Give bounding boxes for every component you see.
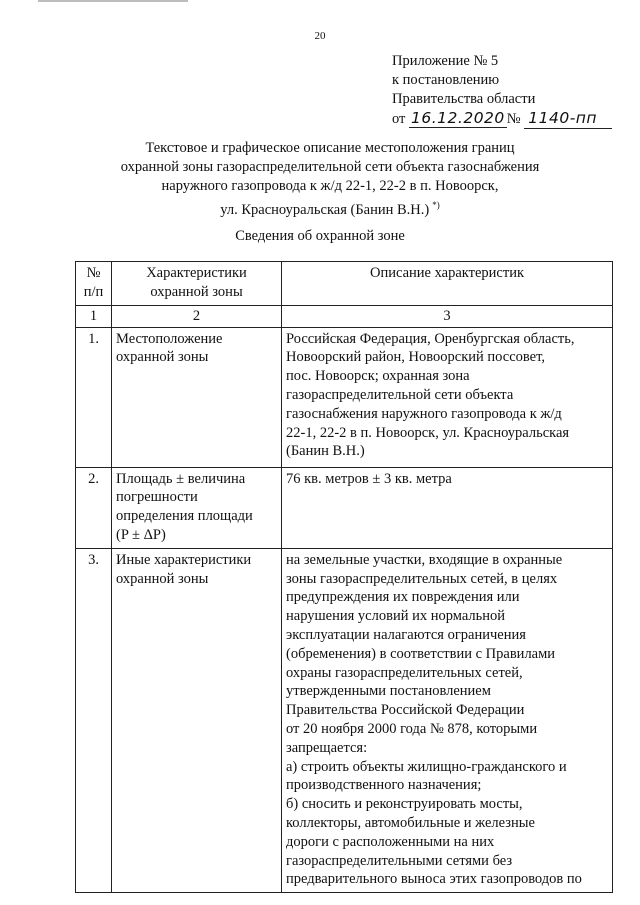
column-number: 3 — [282, 305, 613, 327]
desc-line: охраны газораспределительных сетей, — [286, 664, 523, 681]
footnote-mark: *) — [432, 200, 440, 210]
desc-line: Российская Федерация, Оренбургская область, — [286, 330, 575, 347]
header-text: п/п — [83, 283, 104, 300]
title-line: ул. Красноуральская (Банин В.Н.) — [220, 202, 430, 218]
desc-line: Новоорский район, Новоорский поссовет, — [286, 349, 545, 366]
desc-line: предварительного выноса этих газопроводов по — [286, 871, 582, 888]
desc-line: коллекторы, автомобильные и железные — [286, 814, 535, 831]
column-number-row — [76, 305, 613, 327]
desc-line: на земельные участки, входящие в охранные — [286, 551, 563, 568]
table-header-row — [76, 262, 613, 306]
desc-line: а) строить объекты жилищно-гражданского и — [286, 758, 567, 775]
appendix-block — [392, 52, 612, 129]
desc-line: 22-1, 22-2 в п. Новоорск, ул. Красноуральская — [286, 424, 570, 441]
top-edge-rule — [38, 0, 188, 2]
header-description: Описание характеристик — [282, 262, 613, 306]
desc-line: производственного назначения; — [286, 777, 482, 794]
row-name — [112, 327, 282, 467]
row-name-line: погрешности — [116, 489, 198, 506]
row-name-line: охранной зоны — [116, 570, 209, 587]
title-line: охранной зоны газораспределительной сети объекта газоснабжения — [120, 159, 540, 175]
desc-line: нарушения условий их нормальной — [286, 608, 506, 625]
column-number: 1 — [76, 305, 112, 327]
table-row — [76, 548, 613, 892]
row-name-line: охранной зоны — [116, 349, 209, 366]
date-prefix: от — [392, 111, 406, 127]
row-number: 2. — [76, 467, 112, 548]
desc-line: газораспределительными сетями без — [286, 852, 513, 869]
title-line: Текстовое и графическое описание местоположения границ — [145, 140, 515, 156]
appendix-line: Правительства области — [392, 91, 536, 107]
desc-line: запрещается: — [286, 739, 368, 756]
desc-line: от 20 ноября 2000 года № 878, которыми — [286, 720, 538, 737]
desc-line: эксплуатации налагаются ограничения — [286, 626, 526, 643]
desc-line: Правительства Российской Федерации — [286, 702, 525, 719]
appendix-line: Приложение № 5 — [392, 53, 499, 69]
desc-line: газораспределительной сети объекта — [286, 386, 514, 403]
row-description — [282, 548, 613, 892]
desc-line: (Банин В.Н.) — [286, 443, 365, 460]
desc-line: зоны газораспределительных сетей, в целях — [286, 570, 558, 587]
row-name — [112, 467, 282, 548]
document-title — [80, 139, 580, 220]
title-line: наружного газопровода к ж/д 22-1, 22-2 в п. Новоорск, — [161, 178, 499, 194]
desc-line: газоснабжения наружного газопровода к ж/д — [286, 405, 562, 422]
row-name — [112, 548, 282, 892]
row-description — [282, 327, 613, 467]
desc-line: предупреждения их повреждения или — [286, 589, 520, 606]
handwritten-number: 1140-пп — [524, 109, 612, 129]
desc-line: пос. Новоорск; охранная зона — [286, 368, 470, 385]
desc-line: (обременения) в соответствии с Правилами — [286, 645, 556, 662]
table-row — [76, 467, 613, 548]
header-text: Характеристики — [146, 265, 247, 281]
appendix-line: к постановлению — [392, 72, 500, 88]
header-text: охранной зоны — [150, 283, 243, 300]
desc-line: б) сносить и реконструировать мосты, — [286, 796, 523, 813]
header-number — [76, 262, 112, 306]
handwritten-date: 16.12.2020 — [411, 109, 505, 127]
appendix-date-line — [392, 109, 612, 129]
zone-info-table — [75, 261, 613, 893]
row-number: 3. — [76, 548, 112, 892]
desc-line: дороги с расположенными на них — [286, 833, 495, 850]
row-name-line: определения площади — [116, 508, 253, 525]
title-line-last — [80, 196, 580, 220]
row-name-line: Местоположение — [116, 330, 223, 347]
row-description — [282, 467, 613, 548]
column-number: 2 — [112, 305, 282, 327]
page-number: 20 — [314, 30, 326, 42]
desc-line: утвержденными постановлением — [286, 683, 491, 700]
row-name-line: Иные характеристики — [116, 551, 252, 568]
desc-line: 76 кв. метров ± 3 кв. метра — [286, 470, 452, 487]
header-text: № — [86, 265, 101, 281]
row-number: 1. — [76, 327, 112, 467]
header-characteristics — [112, 262, 282, 306]
section-subtitle: Сведения об охранной зоне — [235, 228, 405, 244]
row-name-line: Площадь ± величина — [116, 470, 246, 487]
row-name-line: (P ± ΔP) — [116, 526, 166, 543]
number-sign: № — [506, 111, 521, 127]
table-row — [76, 327, 613, 467]
